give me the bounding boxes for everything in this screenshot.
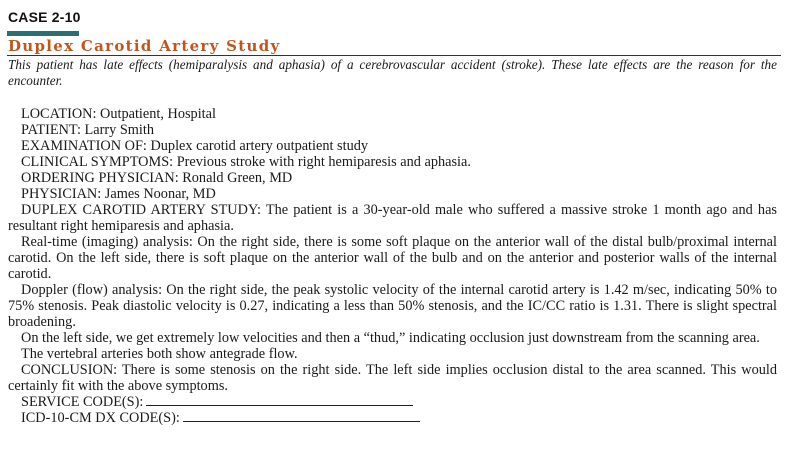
report-examination: EXAMINATION OF: Duplex carotid artery outpatient study (21, 138, 369, 154)
report-location: LOCATION: Outpatient, Hospital (21, 106, 216, 122)
report-doppler-analysis: Doppler (flow) analysis: On the right side, the peak systolic velocity of the internal carotid artery is 1.42 m/sec, indicating 50% to 75% stenosis. Peak diastolic velocity is 0.27, indicating a less than 50% stenosis, and the IC/CC ratio is 1.31. There is slight spectral broadening. (8, 282, 777, 330)
report-ordering-physician: ORDERING PHYSICIAN: Ronald Green, MD (21, 170, 293, 186)
report-vertebral-findings: The vertebral arteries both show antegrade flow. (21, 346, 298, 362)
report-physician: PHYSICIAN: James Noonar, MD (21, 186, 216, 202)
case-intro: This patient has late effects (hemiparalysis and aphasia) of a cerebrovascular accident (stroke). These late effects are the reason for the encounter. (8, 57, 777, 88)
report-conclusion: CONCLUSION: There is some stenosis on the right side. The left side implies occlusion distal to the area scanned. This would certainly fit with the above symptoms. (8, 362, 777, 394)
icd-code-blank[interactable] (183, 410, 420, 422)
service-code-blank[interactable] (146, 394, 413, 406)
service-code-row (8, 394, 777, 410)
report-study-summary: DUPLEX CAROTID ARTERY STUDY: The patient is a 30-year-old male who suffered a massive stroke 1 month ago and has resultant right hemiparesis and aphasia. (8, 202, 777, 234)
report-left-side-findings: On the left side, we get extremely low velocities and then a “thud,” indicating occlusion just downstream from the scanning area. (21, 330, 760, 346)
service-code-label: SERVICE CODE(S): (21, 394, 144, 410)
icd-code-row (8, 410, 777, 426)
case-label-accent-bar (7, 31, 79, 36)
report-realtime-analysis: Real-time (imaging) analysis: On the right side, there is some soft plaque on the anterior wall of the distal bulb/proximal internal carotid. On the left side, there is soft plaque on the anterior wall of the bulb and on the anterior and posterior walls of the internal carotid. (8, 234, 777, 282)
report-clinical-symptoms: CLINICAL SYMPTOMS: Previous stroke with right hemiparesis and aphasia. (21, 154, 471, 170)
case-title: Duplex Carotid Artery Study (8, 37, 281, 55)
case-label: CASE 2-10 (8, 9, 81, 25)
icd-code-label: ICD-10-CM DX CODE(S): (21, 410, 180, 426)
title-divider (7, 55, 781, 56)
report-body (8, 106, 777, 426)
report-patient: PATIENT: Larry Smith (21, 122, 154, 138)
